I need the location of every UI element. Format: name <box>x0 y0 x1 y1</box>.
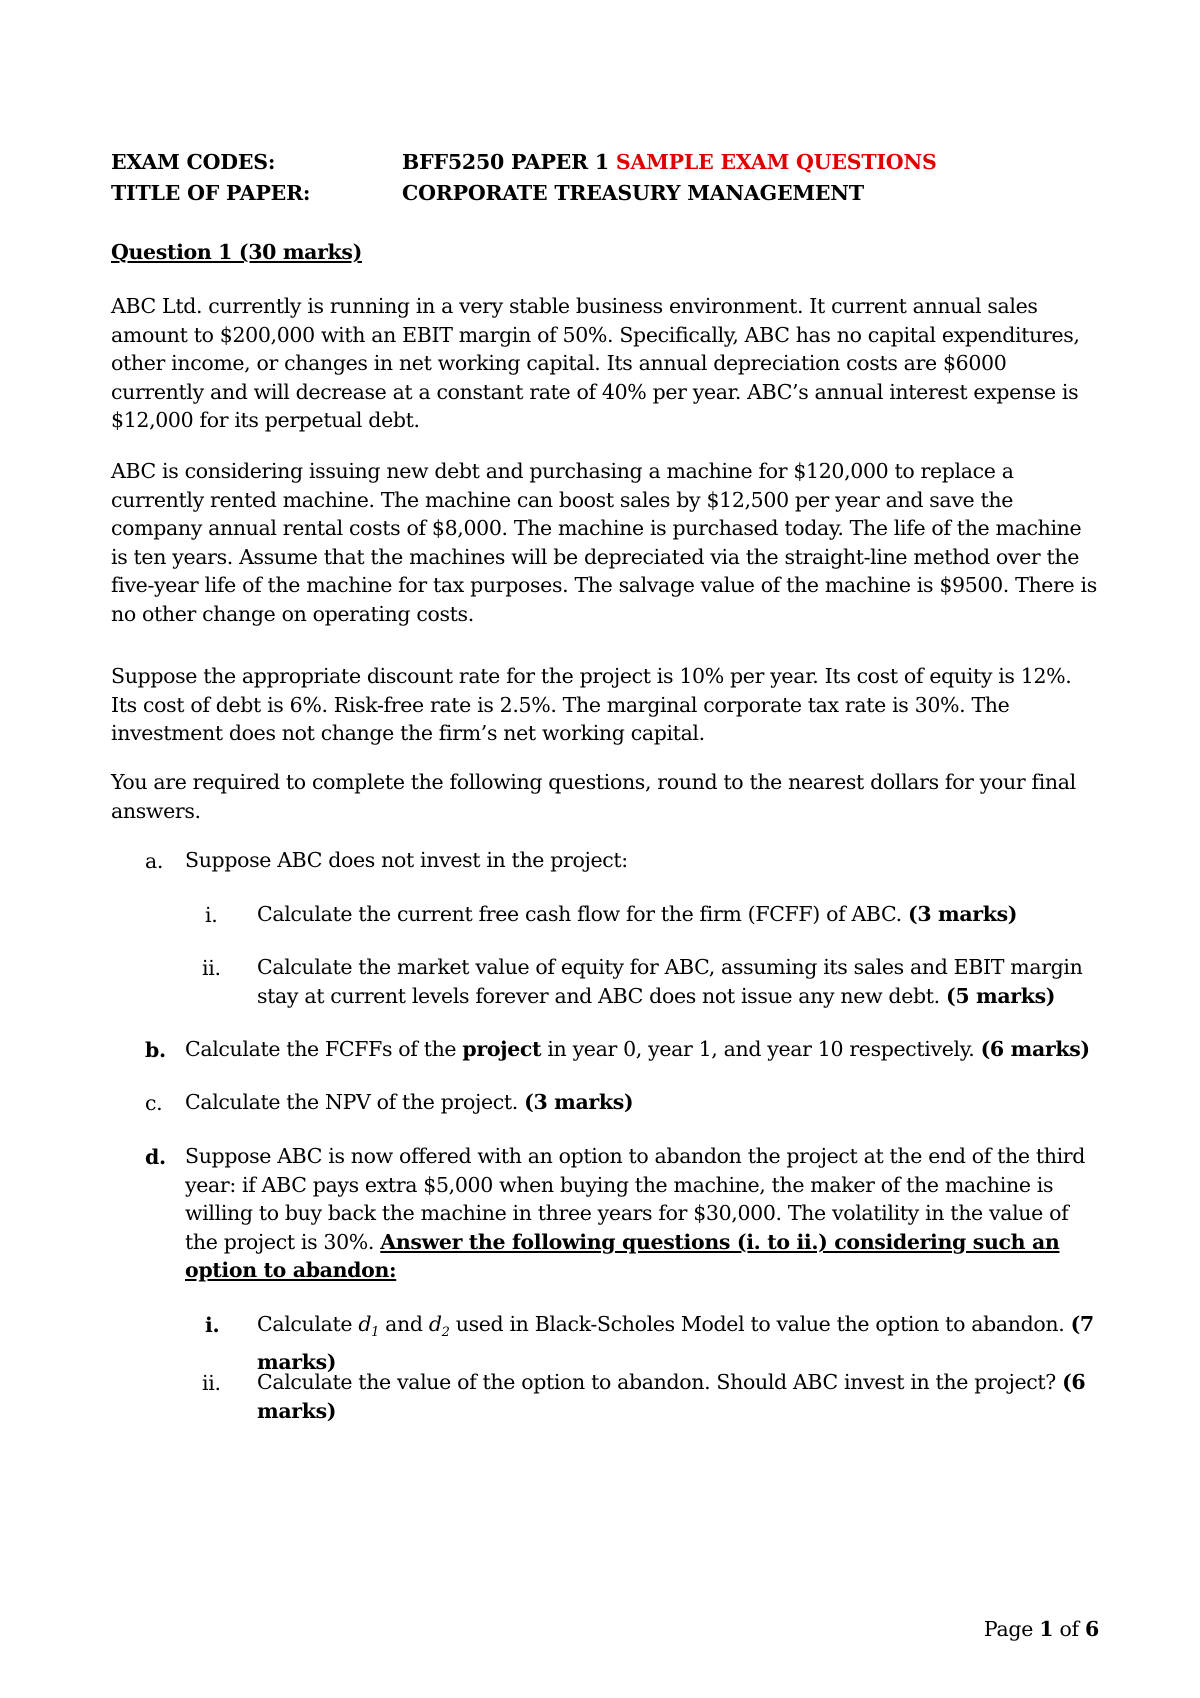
footer-of-word: of <box>1059 1617 1079 1641</box>
part-a-ii <box>257 953 1097 1010</box>
page-footer <box>984 1617 1099 1641</box>
part-c-marks: (3 marks) <box>524 1090 634 1114</box>
d2-base: d <box>428 1312 442 1336</box>
footer-total: 6 <box>1085 1617 1099 1641</box>
part-d-i-marks: (7 marks) <box>257 1312 1094 1374</box>
paragraph-4: You are required to complete the following questions, round to the nearest dollars for your final answers. <box>111 770 1076 823</box>
part-d-i-post: used in Black-Scholes Model to value the option to abandon. <box>449 1312 1071 1336</box>
paragraph-1: ABC Ltd. currently is running in a very stable business environment. It current annual sales amount to $200,000 with an EBIT margin of 50%. Specifically, ABC has no capital expenditures, other income, or changes in net working capital. Its annual depreciation costs are $6000 currently and will decrease at a constant rate of 40% per year. ABC’s annual interest expense is $12,000 for its perpetual debt. <box>111 294 1080 433</box>
part-a-i-label: i. <box>205 903 218 927</box>
part-a-label: a. <box>145 849 164 873</box>
part-a-text: Suppose ABC does not invest in the project: <box>185 848 628 872</box>
part-d-ii <box>257 1368 1107 1425</box>
part-b-post: in year 0, year 1, and year 10 respectively. <box>541 1037 981 1061</box>
part-b-pre: Calculate the FCFFs of the <box>185 1037 463 1061</box>
title-value: CORPORATE TREASURY MANAGEMENT <box>402 181 864 205</box>
paragraph-2: ABC is considering issuing new debt and purchasing a machine for $120,000 to replace a currently rented machine. The machine can boost sales by $12,500 per year and save the company annual rental costs of $8,000. The machine is purchased today. The life of the machine is ten years. Assume that the machines will be depreciated via the straight-line method over the five-year life of the machine for tax purposes. The salvage value of the machine is $9500. There is no other change on operating costs. <box>111 459 1097 626</box>
part-b-marks: (6 marks) <box>980 1037 1090 1061</box>
part-c-label: c. <box>145 1091 163 1115</box>
d1-base: d <box>358 1312 372 1336</box>
part-d-i <box>257 1310 1107 1376</box>
part-d-i-and: and <box>379 1312 429 1336</box>
paragraph-3: Suppose the appropriate discount rate for the project is 10% per year. Its cost of equity is 12%. Its cost of debt is 6%. Risk-free rate is 2.5%. The marginal corporate tax rate is 30%. The investment does not change the firm’s net working capital. <box>111 664 1072 746</box>
d1-symbol <box>358 1312 380 1341</box>
part-c-text: Calculate the NPV of the project. <box>185 1090 525 1114</box>
part-a-i-marks: (3 marks) <box>907 902 1018 926</box>
exam-codes-label: EXAM CODES: <box>111 150 276 174</box>
title-label: TITLE OF PAPER: <box>111 181 311 205</box>
part-a-i-text: Calculate the current free cash flow for the firm (FCFF) of ABC. <box>257 902 908 926</box>
part-d-instruction: Answer the following questions (i. to ii.) considering such an option to abandon: <box>185 1229 1060 1283</box>
part-d-ii-marks: (6 marks) <box>257 1370 1086 1423</box>
part-d-ii-text: Calculate the value of the option to abandon. Should ABC invest in the project? <box>257 1370 1063 1394</box>
part-d-i-label: i. <box>205 1313 220 1337</box>
part-a-ii-text: Calculate the market value of equity for ABC, assuming its sales and EBIT margin stay at current levels forever and ABC does not issue any new debt. <box>257 955 1083 1008</box>
d2-symbol <box>428 1312 450 1341</box>
part-c <box>185 1088 1045 1117</box>
exam-code: BFF5250 PAPER 1 <box>402 150 609 174</box>
d1-sub: 1 <box>371 1325 380 1341</box>
part-b-label: b. <box>145 1038 166 1062</box>
part-d-label: d. <box>145 1145 166 1169</box>
sample-tag: SAMPLE EXAM QUESTIONS <box>615 150 937 174</box>
part-d <box>185 1142 1100 1285</box>
part-a-ii-marks: (5 marks) <box>945 983 1056 1008</box>
part-d-text: Suppose ABC is now offered with an option to abandon the project at the end of the third year: if ABC pays extra $5,000 when buying the machine, the maker of the machine is willing to buy back the machine in three years for $30,000. The volatility in the value of the project is 30%. <box>185 1144 1086 1254</box>
part-d-i-pre: Calculate <box>257 1312 359 1336</box>
exam-code-line <box>402 150 937 174</box>
part-d-ii-label: ii. <box>202 1371 221 1395</box>
d2-sub: 2 <box>441 1325 450 1341</box>
part-b-bold: project <box>462 1037 542 1061</box>
question-title: Question 1 (30 marks) <box>111 240 362 264</box>
footer-page-num: 1 <box>1039 1617 1054 1641</box>
part-a-ii-label: ii. <box>202 956 221 980</box>
part-a-i <box>257 900 1117 929</box>
part-b <box>185 1035 1105 1064</box>
footer-page-word: Page <box>983 1617 1034 1641</box>
